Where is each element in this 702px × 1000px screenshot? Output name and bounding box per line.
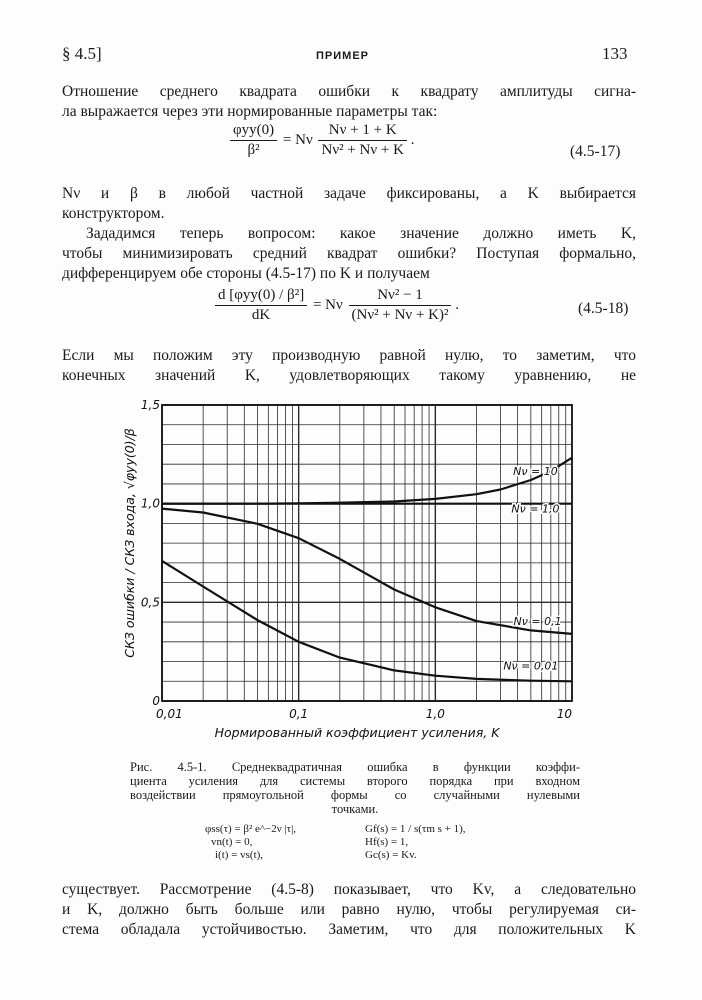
- equals-term: = Nν: [282, 132, 313, 148]
- y-tick-label: 0: [152, 694, 160, 708]
- caption-line: циента усиления для системы второго порядка при входном: [130, 774, 580, 788]
- equation-number: (4.5-17): [570, 143, 621, 160]
- text-line: стема обладала устойчивостью. Заметим, что для положительных K: [62, 921, 636, 938]
- fraction: [230, 122, 277, 159]
- x-tick-label: 0,1: [289, 707, 309, 721]
- x-tick-label: 0,01: [156, 707, 183, 721]
- fraction: [318, 122, 406, 159]
- numerator: φyy(0): [230, 122, 277, 141]
- paragraph-2: [62, 184, 636, 224]
- text-line: конструктором.: [62, 205, 165, 222]
- denominator: β²: [247, 142, 260, 158]
- formula-line: i(t) = vs(t),: [215, 849, 264, 861]
- text-line: ла выражается через эти нормированные параметры так:: [62, 103, 438, 120]
- formula-line: Gc(s) = Kv.: [365, 849, 417, 861]
- figure-caption: [130, 760, 580, 816]
- paragraph-5: [62, 880, 636, 940]
- formula-line: Gf(s) = 1 / s(τm s + 1),: [365, 823, 466, 835]
- denominator: dK: [251, 307, 271, 323]
- caption-line: Рис. 4.5-1. Среднеквадратичная ошибка в функции коэффи-: [130, 760, 580, 774]
- y-axis-label: СКЗ ошибки / СКЗ входа, √φyy(0)/β: [122, 428, 137, 658]
- equation-4-5-18: $\frac{\text{d [φyy(0) / β²]}}{dK}$ = Nν $\frac{\text{Nν² − 1}}{\text{(Nν² + Nν + K)²}}$ .: [215, 287, 459, 324]
- numerator: Nν² − 1: [349, 287, 452, 306]
- paragraph-1: [62, 82, 636, 122]
- denominator: (Nν² + Nν + K)²: [351, 307, 449, 323]
- figure-4-5-1: [122, 393, 590, 758]
- plot-frame: [162, 405, 572, 701]
- page-number: 133: [602, 44, 628, 63]
- text-line: Зададимся теперь вопросом: какое значение должно иметь K,: [86, 225, 636, 242]
- numerator: d [φyy(0) / β²]: [215, 287, 307, 306]
- error-vs-gain-chart: [122, 393, 590, 753]
- text-line: и K, должно быть больше или равно нулю, чтобы регулируемая си-: [62, 901, 636, 918]
- x-tick-label: 1,0: [425, 707, 445, 721]
- denominator: Nν² + Nν + K: [321, 142, 404, 158]
- equals-term: = Nν: [312, 297, 343, 313]
- text-line: Если мы положим эту производную равной нулю, то заметим, что: [62, 347, 636, 364]
- series-line: [162, 458, 572, 504]
- fraction: [349, 287, 452, 324]
- text-line: Nν и β в любой частной задаче фиксированы, а K выбирается: [62, 185, 636, 202]
- x-tick-label: 10: [556, 707, 572, 721]
- caption-line: точками.: [331, 802, 379, 816]
- text-line: чтобы минимизировать средний квадрат ошибки? Поступая формально,: [62, 245, 636, 262]
- y-tick-label: 1,0: [140, 496, 160, 511]
- series-label: Nν = 0,1: [513, 615, 562, 629]
- numerator: Nν + 1 + K: [318, 122, 406, 141]
- series-label: Nν = 1,0: [511, 502, 560, 516]
- text-line: конечных значений K, удовлетворяющих такому уравнению, не: [62, 367, 636, 384]
- formula-line: φss(τ) = β² e^−2ν |τ|,: [205, 823, 297, 835]
- x-axis-label: Нормированный коэффициент усиления, K: [214, 725, 500, 740]
- y-tick-label: 0,5: [140, 595, 160, 610]
- caption-formulas-left: [205, 823, 296, 862]
- equation-4-5-17: $\frac{\text{φyy(0)}}{\text{β²}}$ = Nν $\frac{N\nu + 1 + K}{\text{Nν² + Nν + K}}$ .: [230, 122, 414, 159]
- text-line: дифференцируем обе стороны (4.5-17) по K и получаем: [62, 265, 430, 282]
- fraction: [215, 287, 307, 324]
- series-line: [162, 509, 572, 634]
- series-label: Nν = 0,01: [503, 659, 559, 673]
- section-number: § 4.5]: [62, 44, 102, 63]
- formula-line: Hf(s) = 1,: [365, 836, 409, 848]
- formula-line: vn(t) = 0,: [211, 836, 253, 848]
- caption-line: воздействии прямоугольной формы со случайными нулевыми: [130, 788, 580, 802]
- y-tick-label: 1,5: [140, 398, 160, 412]
- series-label: Nν = 10: [513, 465, 558, 479]
- equation-number: (4.5-18): [578, 300, 629, 317]
- paragraph-4: [62, 346, 636, 386]
- paragraph-3: [62, 224, 636, 284]
- text-line: Отношение среднего квадрата ошибки к квадрату амплитуды сигна-: [62, 83, 636, 100]
- running-title: ПРИМЕР: [316, 50, 369, 62]
- text-line: существует. Рассмотрение (4.5-8) показывает, что Kv, а следовательно: [62, 881, 636, 898]
- caption-formulas-right: [365, 823, 466, 862]
